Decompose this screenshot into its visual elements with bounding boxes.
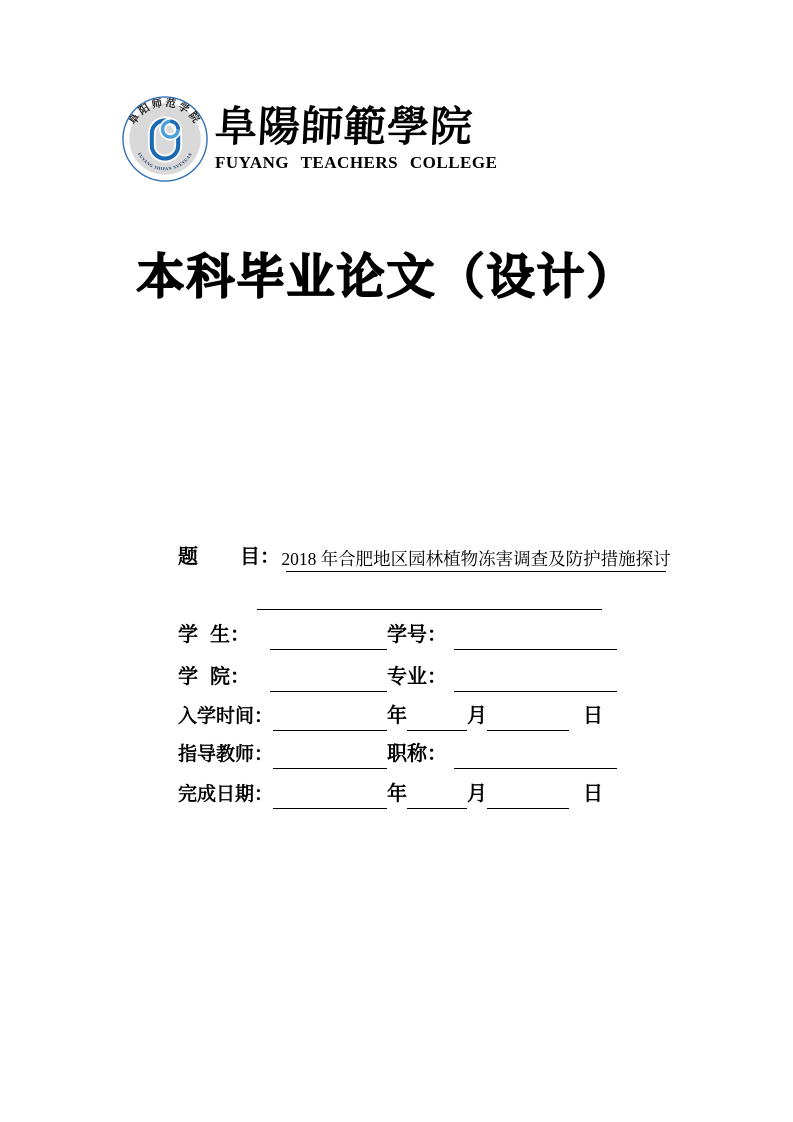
college-name-english: FUYANG TEACHERS COLLEGE (215, 153, 498, 173)
enroll-day-unit: 日 (583, 705, 603, 727)
student-row (178, 620, 617, 650)
advisor-label-text: 指导教师： (178, 744, 274, 765)
college-name-chinese: 阜陽師範學院 (213, 102, 475, 151)
enroll-day-field-line (487, 704, 569, 731)
complete-month-unit: 月 (467, 783, 487, 805)
complete-day-field-line (487, 782, 569, 809)
student-id-label: 学号： (387, 624, 447, 646)
complete-label-text: 完成日期： (178, 784, 274, 805)
major-label: 专业： (387, 666, 447, 688)
college-header (121, 95, 497, 183)
student-label (178, 625, 250, 650)
advisor-name-field-line (273, 742, 387, 769)
complete-date-row (178, 779, 603, 809)
topic-field-line-2 (257, 583, 602, 610)
student-name-field-line (270, 623, 387, 650)
topic-value: 2018 年合肥地区园林植物冻害调查及防护措施探讨 (281, 548, 671, 569)
student-label-rest: 生： (210, 624, 250, 646)
enroll-month-unit: 月 (467, 705, 487, 727)
college-label-char1: 学 (178, 666, 198, 688)
student-id-field-line (454, 623, 617, 650)
advisor-row (178, 739, 617, 769)
topic-row (178, 542, 671, 572)
college-label (178, 667, 250, 692)
enroll-date-row (178, 701, 603, 731)
emblem-top-arc-text: 阜阳师范学院 (126, 96, 204, 128)
student-label-char1: 学 (178, 624, 198, 646)
college-names (215, 95, 497, 173)
topic-field-line (281, 545, 671, 572)
enroll-year-unit: 年 (387, 705, 407, 727)
college-emblem-icon (121, 95, 209, 183)
complete-day-unit: 日 (583, 783, 603, 805)
college-field-line (270, 665, 387, 692)
complete-label (178, 785, 273, 809)
advisor-label (178, 745, 273, 769)
title-rank-field-line (454, 742, 617, 769)
enroll-month-field-line (407, 704, 467, 731)
topic-label-rest: 目： (240, 546, 280, 568)
topic-label (178, 547, 280, 572)
complete-month-field-line (407, 782, 467, 809)
thesis-title: 本科毕业论文（设计） (136, 251, 637, 304)
topic-second-line-row (178, 580, 602, 610)
college-label-rest: 院： (210, 666, 250, 688)
topic-label-char1: 题 (178, 546, 198, 568)
college-row (178, 662, 617, 692)
enroll-year-field-line (273, 704, 387, 731)
enroll-label (178, 707, 273, 731)
enroll-label-text: 入学时间： (178, 706, 274, 727)
complete-year-field-line (273, 782, 387, 809)
emblem-bottom-arc-text: FUYANG SHIFAN XUEYUAN (136, 151, 194, 172)
major-field-line (454, 665, 617, 692)
complete-year-unit: 年 (387, 783, 407, 805)
title-rank-label: 职称： (387, 743, 447, 765)
